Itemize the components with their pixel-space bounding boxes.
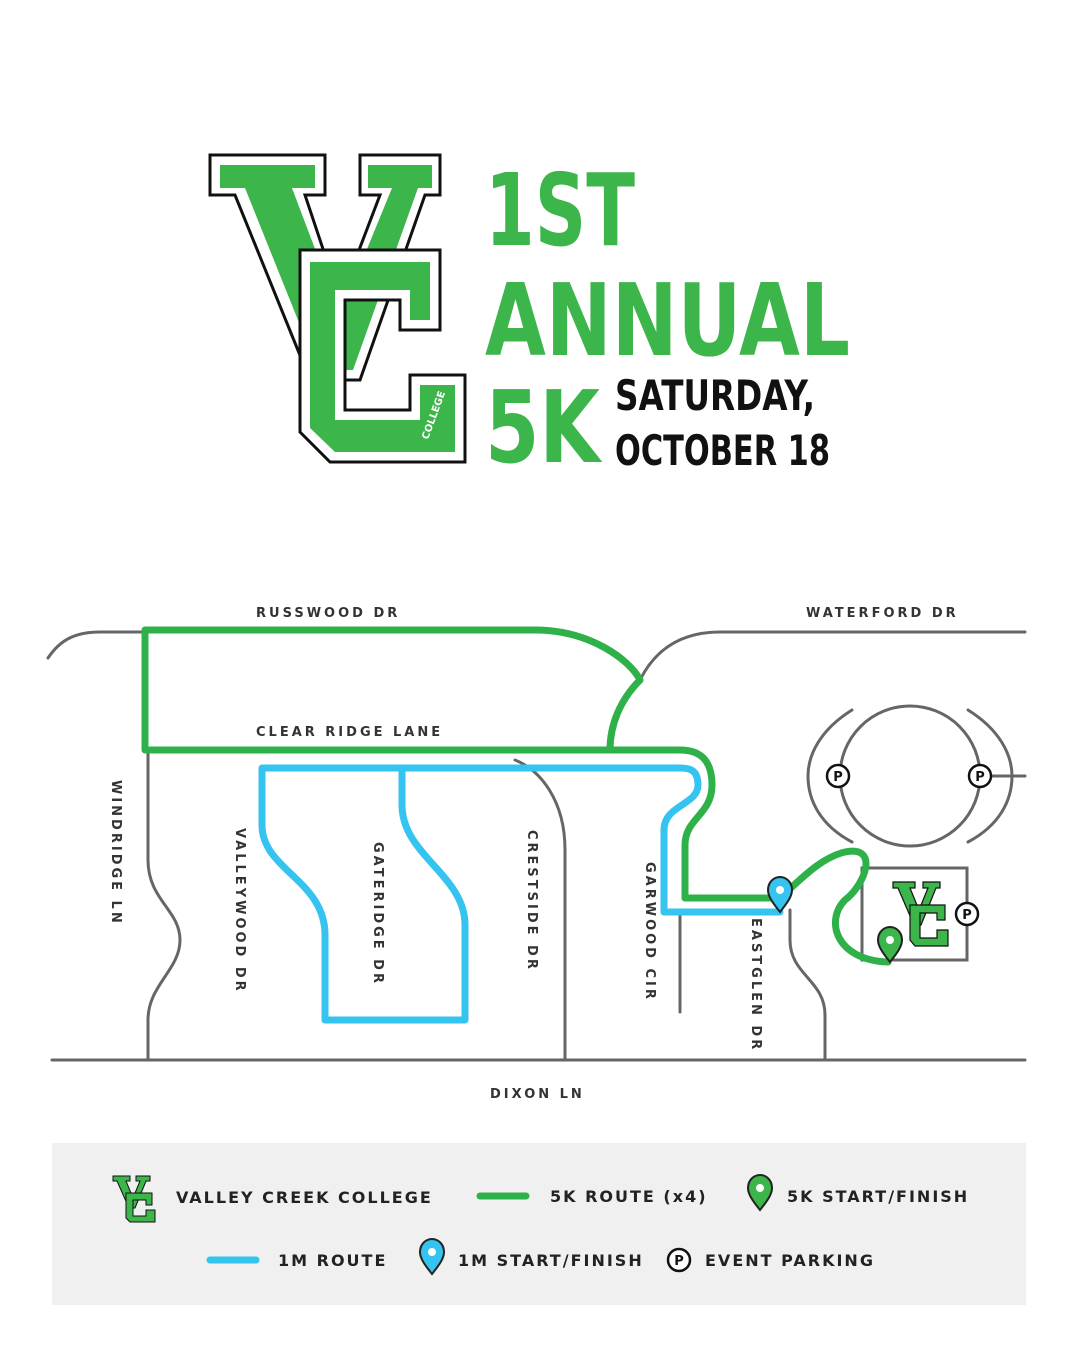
title-line-5k: 5K: [485, 369, 603, 486]
russwood-road: [48, 632, 540, 658]
street-waterford: WATERFORD DR: [806, 606, 959, 621]
title-line-1st: 1ST: [485, 152, 635, 269]
street-russwood: RUSSWOOD DR: [256, 606, 401, 621]
legend-1m-start-label: 1M START/FINISH: [458, 1251, 644, 1270]
legend-1m-route-label: 1M ROUTE: [278, 1251, 388, 1270]
parking-icon: [827, 765, 849, 787]
legend-parking-label: EVENT PARKING: [705, 1251, 875, 1270]
parking-symbol: P: [962, 908, 972, 923]
marker-5k-start: [878, 927, 902, 962]
title-line-annual: ANNUAL: [485, 262, 850, 379]
street-dixon: DIXON LN: [490, 1087, 585, 1102]
marker-1m-start: [768, 877, 792, 912]
legend-5k-start-label: 5K START/FINISH: [787, 1187, 970, 1206]
parking-symbol: P: [975, 770, 985, 785]
street-windridge: WINDRIDGE LN: [108, 780, 123, 926]
street-eastglen: EASTGLEN DR: [748, 918, 763, 1053]
eastglen-road: [790, 910, 825, 1058]
date-line-1: SATURDAY,: [615, 371, 815, 420]
parking-icon: [956, 903, 978, 925]
parking-symbol: P: [674, 1254, 684, 1269]
windridge-road: [148, 750, 180, 1058]
waterford-road: [640, 632, 1025, 680]
crestside-road: [515, 760, 565, 1058]
logo-badge-text: COLLEGE: [420, 389, 449, 442]
street-garwood: GARWOOD CIR: [642, 862, 657, 1002]
legend-college-label: VALLEY CREEK COLLEGE: [176, 1188, 433, 1207]
vc-logo: [210, 155, 465, 462]
street-gateridge: GATERIDGE DR: [370, 842, 385, 986]
legend-panel: [52, 1143, 1026, 1305]
roundabout-inner: [840, 706, 980, 846]
date-line-2: OCTOBER 18: [615, 426, 830, 475]
street-valleywood: VALLEYWOOD DR: [232, 828, 247, 994]
parking-icon: [969, 765, 991, 787]
parking-symbol: P: [833, 770, 843, 785]
street-clear-ridge: CLEAR RIDGE LANE: [256, 725, 444, 740]
event-title: [485, 152, 850, 486]
legend-5k-route-label: 5K ROUTE (x4): [550, 1187, 708, 1206]
legend-parking-icon: [668, 1249, 690, 1271]
street-crestside: CRESTSIDE DR: [524, 830, 539, 972]
